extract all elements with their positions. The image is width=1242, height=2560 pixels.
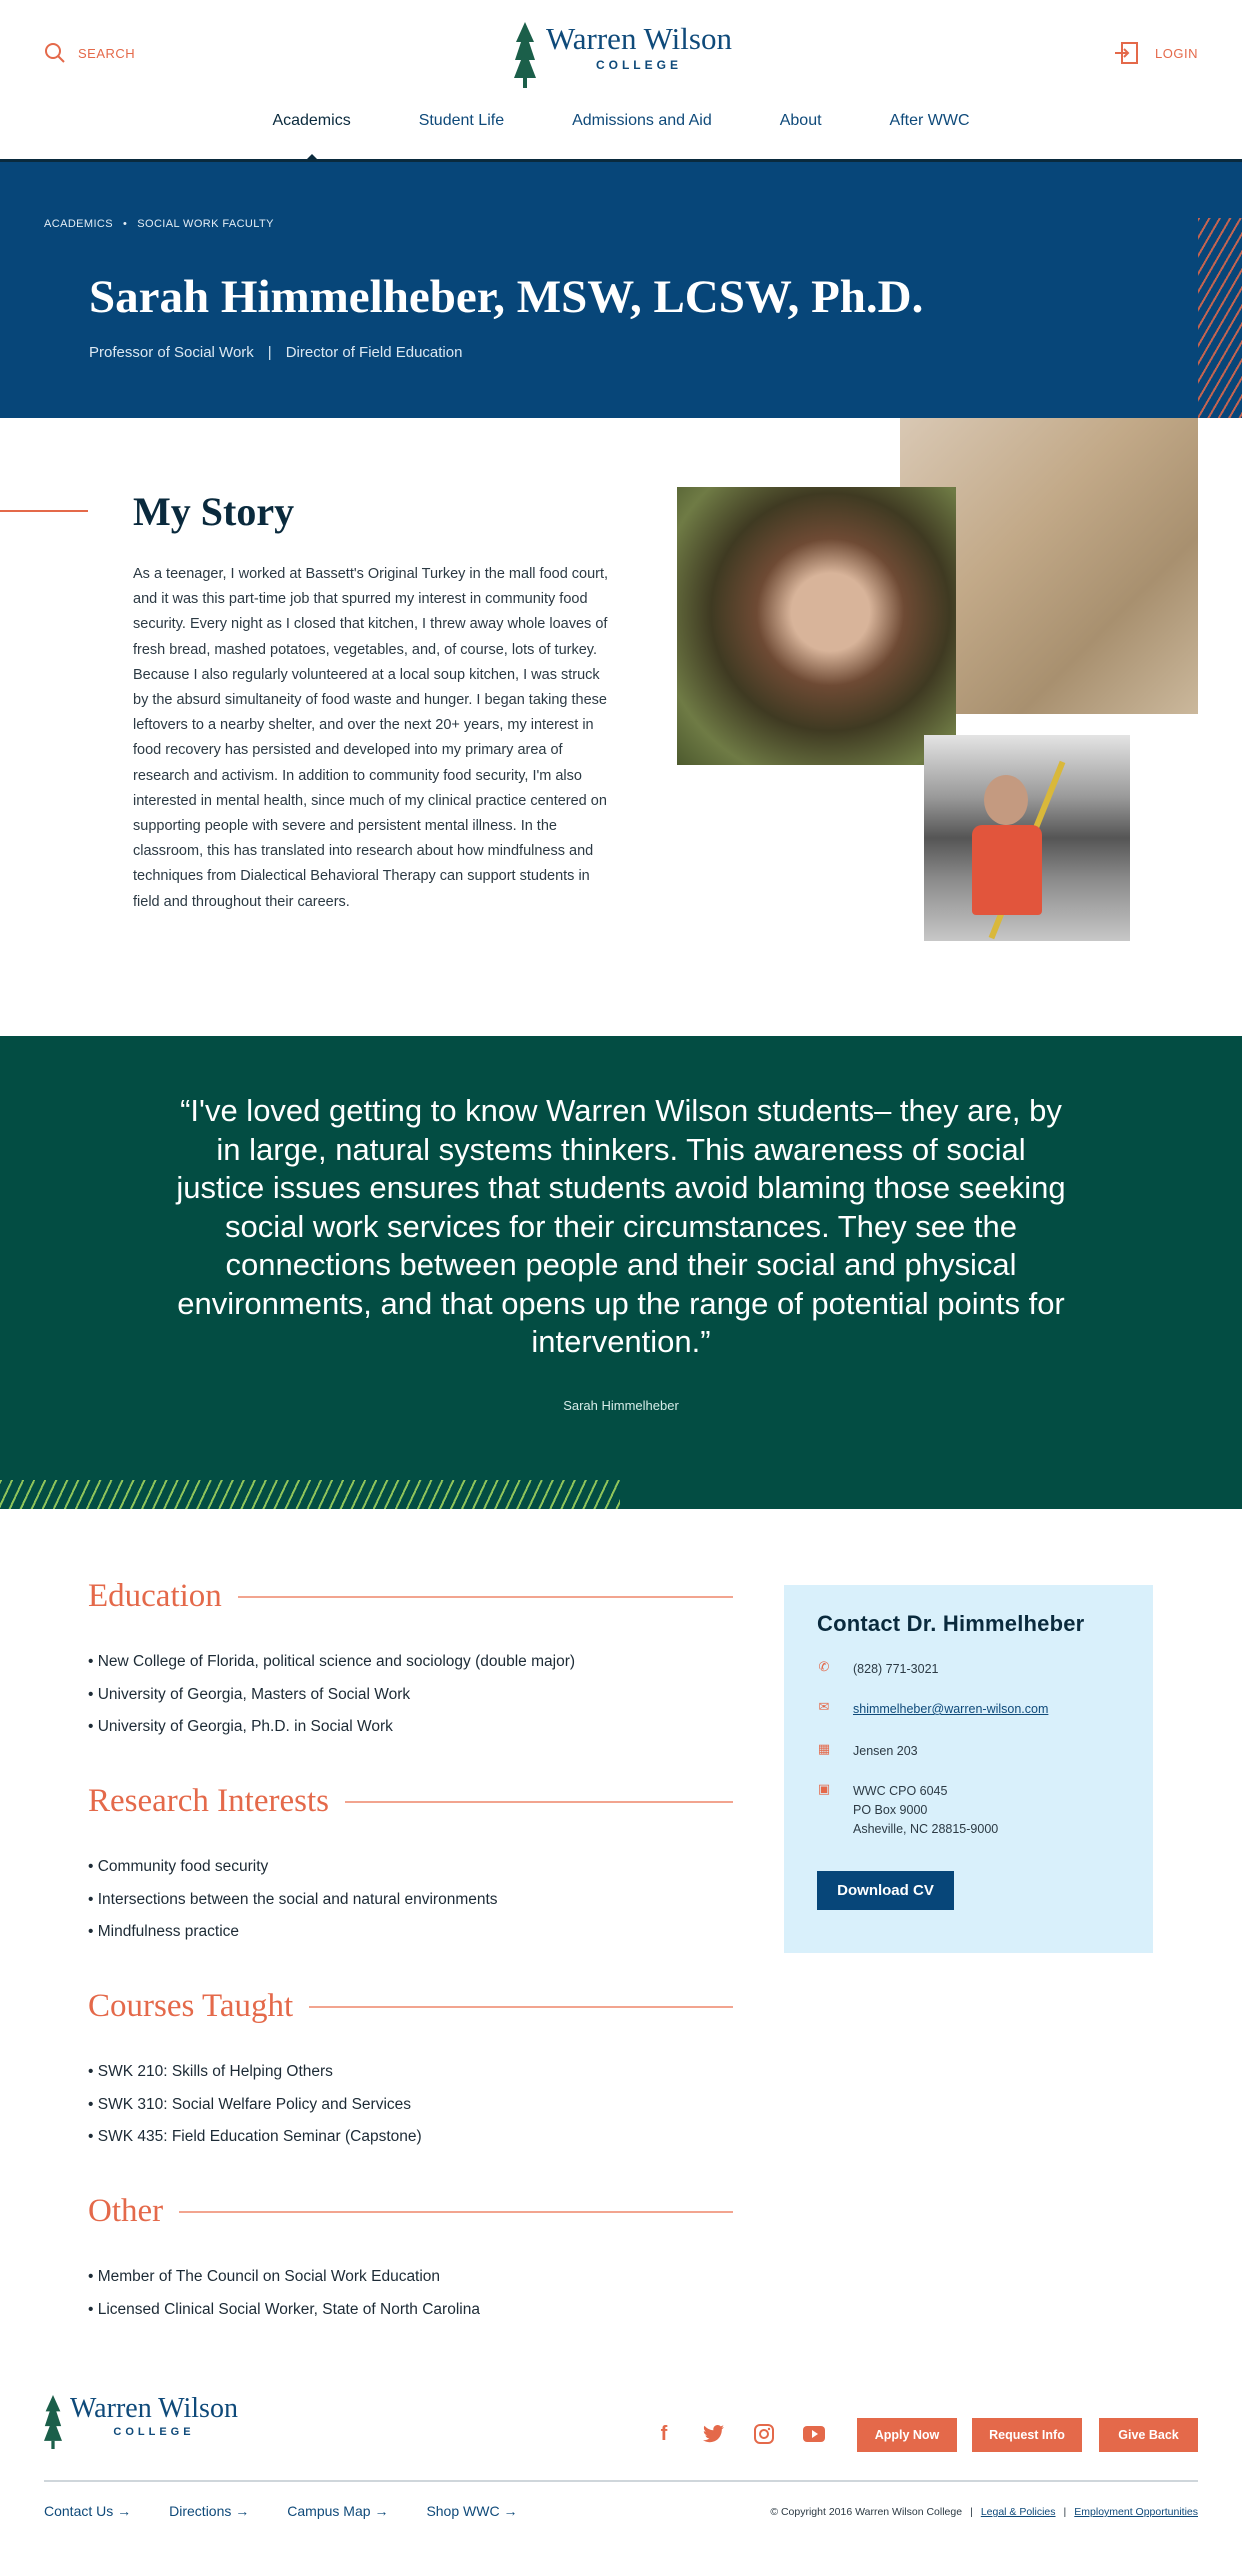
footer-link-directions[interactable]: [169, 2503, 249, 2519]
list-item: • University of Georgia, Ph.D. in Social Work: [88, 1718, 393, 1735]
logo-text: [70, 2394, 238, 2438]
research-list: [88, 1851, 498, 1949]
copyright: © Copyright 2016 Warren Wilson College: [770, 2506, 963, 2518]
footer-link-contact-us[interactable]: [44, 2503, 131, 2519]
arrow-right-icon: →: [117, 2503, 132, 2519]
legal-separator: |: [970, 2506, 973, 2518]
story-accent-line: [0, 510, 88, 512]
quote-author: Sarah Himmelheber: [563, 1398, 679, 1413]
address-line: PO Box 9000: [853, 1803, 928, 1817]
instagram-icon[interactable]: [752, 2422, 776, 2446]
contact-office: [817, 1742, 918, 1761]
education-heading: [88, 1578, 733, 1615]
address-line: Asheville, NC 28815-9000: [853, 1822, 999, 1836]
list-item: • SWK 310: Social Welfare Policy and Services: [88, 2095, 412, 2113]
courses-heading: [88, 1988, 733, 2025]
section-rule: [309, 2006, 733, 2008]
arrow-right-icon: →: [503, 2503, 518, 2519]
face-shape: [984, 775, 1028, 825]
logo-name: Warren Wilson: [70, 2393, 238, 2424]
employment-link[interactable]: Employment Opportunities: [1074, 2506, 1198, 2518]
give-back-button[interactable]: Give Back: [1099, 2418, 1198, 2452]
role-divider: |: [267, 344, 272, 361]
breadcrumb-separator: •: [123, 218, 128, 230]
nav-label: Admissions and Aid: [572, 112, 712, 129]
list-item: • New College of Florida, political science and sociology (double major): [88, 1653, 576, 1670]
office-location: Jensen 203: [853, 1744, 918, 1758]
research-heading: [88, 1783, 733, 1820]
logo-text: [546, 22, 732, 72]
page-subtitle: [89, 344, 462, 361]
section-title: Education: [88, 1578, 222, 1614]
twitter-icon[interactable]: [702, 2422, 726, 2446]
mailbox-icon: ▣: [817, 1781, 831, 1796]
quote-text: “I've loved getting to know Warren Wilson students– they are, by in large, natural systems thinkers. This awareness of social justice issues ensures that students avoid blaming those seeking social work services for their circumstances. They see the connections between people and their social and physical environments, and that opens up the range of potential points for intervention.”: [176, 1093, 1066, 1359]
page-title: Sarah Himmelheber, MSW, LCSW, Ph.D.: [89, 271, 924, 323]
photo-portrait: [677, 487, 956, 765]
login-icon: [1115, 42, 1139, 64]
legal-separator: |: [1063, 2506, 1067, 2518]
request-info-button[interactable]: Request Info: [972, 2418, 1082, 2452]
list-item: • Intersections between the social and natural environments: [88, 1890, 498, 1908]
contact-address: [817, 1782, 998, 1839]
youtube-icon[interactable]: [802, 2422, 826, 2446]
breadcrumb-social-work-faculty[interactable]: SOCIAL WORK FACULTY: [137, 218, 274, 230]
breadcrumb-academics[interactable]: ACADEMICS: [44, 218, 113, 230]
tree-logo-icon: [514, 22, 536, 88]
phone-icon: ✆: [818, 1659, 830, 1674]
phone-number[interactable]: (828) 771-3021: [853, 1662, 939, 1676]
footer-link-shop[interactable]: [426, 2503, 517, 2519]
role-professor: Professor of Social Work: [89, 344, 254, 361]
nav-label: Academics: [272, 112, 351, 129]
nav-item-academics[interactable]: [272, 112, 350, 130]
section-title: Research Interests: [88, 1783, 329, 1819]
search-button[interactable]: [44, 42, 135, 64]
photo-kayak: [924, 735, 1130, 941]
arrow-right-icon: →: [235, 2503, 250, 2519]
contact-title: Contact Dr. Himmelheber: [817, 1611, 1085, 1636]
list-item: • Member of The Council on Social Work Education: [88, 2268, 441, 2285]
tree-logo-icon: [44, 2394, 62, 2450]
email-link[interactable]: shimmelheber@warren-wilson.com: [853, 1702, 1049, 1716]
contact-email: [817, 1700, 1048, 1719]
story-body: As a teenager, I worked at Bassett's Original Turkey in the mall food court, and it was this part-time job that spurred my interest in community food security. Every night as I closed that kitchen, I threw away whole loaves of fresh bread, mashed potatoes, vegetables, and, of course, lots of turkey. Because I also regularly volunteered at a local soup kitchen, I was struck by the absurd simultaneity of food waste and hunger. I began taking these leftovers to a nearby shelter, and over the next 20+ years, my interest in food recovery has persisted and developed into my primary area of research and activism. In addition to community food security, I'm also interested in mental health, since much of my clinical practice centered on supporting people with severe and persistent mental illness. In the classroom, this has translated into research about how mindfulness and techniques from Dialectical Behavioral Therapy can support students in field and throughout their careers.: [133, 566, 609, 910]
role-director: Director of Field Education: [285, 344, 463, 361]
life-vest-shape: [972, 825, 1042, 915]
link-label: Shop WWC: [426, 2503, 500, 2519]
other-list: [88, 2261, 480, 2326]
building-icon: ▦: [817, 1741, 831, 1756]
main-nav: [0, 112, 1242, 130]
nav-label: After WWC: [889, 112, 970, 129]
contact-card: [784, 1585, 1153, 1953]
nav-item-after-wwc[interactable]: [890, 112, 970, 130]
address-block: [853, 1782, 998, 1839]
section-title: Other: [88, 2193, 164, 2229]
logo-name: Warren Wilson: [546, 21, 732, 56]
envelope-icon: ✉: [818, 1699, 830, 1714]
nav-item-about[interactable]: [780, 112, 822, 130]
legal-policies-link[interactable]: Legal & Policies: [980, 2506, 1056, 2518]
login-button[interactable]: [1115, 42, 1198, 64]
section-rule: [238, 1596, 733, 1598]
logo-sub: COLLEGE: [113, 2426, 195, 2438]
nav-label: Student Life: [418, 112, 505, 129]
search-icon: [44, 42, 66, 64]
courses-list: [88, 2056, 422, 2154]
section-title: Courses Taught: [88, 1988, 294, 2024]
breadcrumb: [44, 218, 274, 230]
story-heading: My Story: [133, 489, 295, 534]
list-item: • Licensed Clinical Social Worker, State of North Carolina: [88, 2300, 480, 2318]
decorative-hatch: [1198, 218, 1242, 418]
login-label: LOGIN: [1155, 45, 1198, 61]
search-label: SEARCH: [78, 45, 136, 61]
list-item: • Mindfulness practice: [88, 1923, 240, 1940]
link-label: Directions: [169, 2503, 232, 2519]
link-label: Campus Map: [287, 2503, 371, 2519]
active-caret: [304, 154, 320, 162]
nav-item-admissions[interactable]: [572, 112, 712, 130]
logo-sub: COLLEGE: [595, 58, 682, 72]
list-item: • SWK 210: Skills of Helping Others: [88, 2063, 333, 2080]
social-links: [652, 2422, 826, 2446]
footer-links: [44, 2503, 517, 2519]
footer-link-campus-map[interactable]: [287, 2503, 388, 2519]
other-heading: [88, 2193, 733, 2230]
nav-item-student-life[interactable]: [419, 112, 504, 130]
address-line: WWC CPO 6045: [853, 1784, 948, 1798]
education-list: [88, 1646, 575, 1744]
list-item: • University of Georgia, Masters of Social Work: [88, 1685, 411, 1703]
list-item: • Community food security: [88, 1858, 269, 1875]
download-cv-button[interactable]: Download CV: [817, 1871, 954, 1910]
site-header: [0, 0, 1242, 162]
section-rule: [179, 2211, 733, 2213]
link-label: Contact Us: [44, 2503, 114, 2519]
arrow-right-icon: →: [374, 2503, 389, 2519]
contact-phone: [817, 1660, 938, 1679]
decorative-hatch: [0, 1480, 620, 1509]
footer-logo[interactable]: [44, 2394, 238, 2450]
profile-hero: [0, 162, 1242, 418]
site-logo[interactable]: [514, 22, 732, 88]
quote-section: [0, 1036, 1242, 1509]
footer-divider: [44, 2480, 1198, 2482]
footer-legal: [770, 2506, 1198, 2518]
apply-now-button[interactable]: Apply Now: [857, 2418, 957, 2452]
list-item: • SWK 435: Field Education Seminar (Capstone): [88, 2128, 422, 2145]
nav-label: About: [779, 112, 822, 129]
section-rule: [345, 1801, 733, 1803]
facebook-icon[interactable]: f: [660, 2422, 668, 2445]
